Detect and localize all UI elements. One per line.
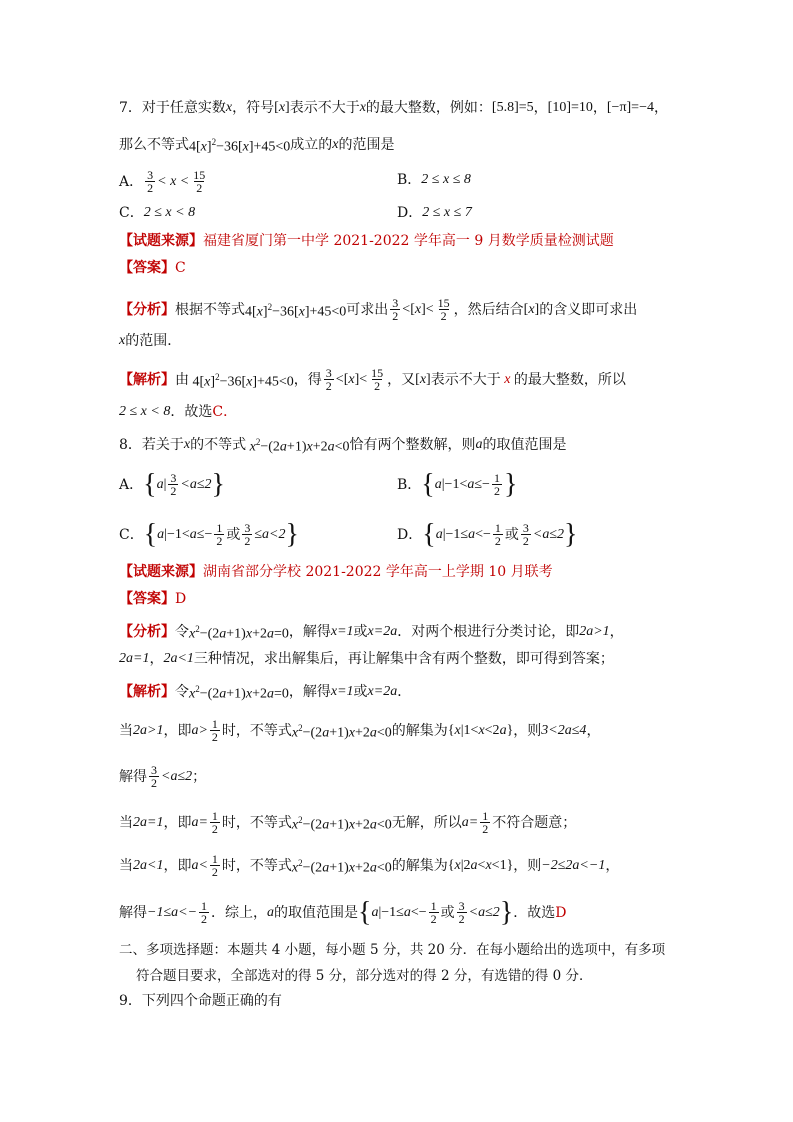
- analysis-math: 2a=1: [119, 651, 150, 666]
- source-text: 湖南省部分学校 2021-2022 学年高一上学期 10 月联考: [203, 564, 553, 580]
- option-value: 2 ≤ x < 8: [143, 205, 196, 220]
- solution-text: 解得: [119, 904, 147, 921]
- solution-text: 令: [175, 683, 189, 700]
- solution-text: ，: [586, 722, 601, 739]
- option-label: B．: [397, 172, 422, 188]
- solution-text: ；: [192, 768, 207, 785]
- q8-analysis-line2: [119, 648, 733, 670]
- q9-text: 下列四个命题正确的有: [141, 993, 282, 1009]
- solution-text: ，解得: [288, 683, 331, 700]
- solution-text: 的解集为: [391, 857, 448, 874]
- analysis-text: ，解得: [288, 623, 331, 640]
- q8-text: 若关于: [141, 436, 184, 453]
- q7-option-c[interactable]: [119, 202, 195, 224]
- solution-text: 的最大整数，所以: [513, 371, 626, 388]
- option-label: B．: [397, 476, 422, 493]
- q7-text: 那么不等式: [119, 136, 189, 153]
- solution-choice: D: [555, 904, 567, 921]
- q8-text: 的取值范围是: [482, 436, 567, 453]
- q8-case1-line2: 解得 $\frac{3}{2}$ <a≤2 ；: [119, 763, 207, 790]
- q7-example-2: [10]=10: [547, 100, 593, 115]
- solution-text: ．故选: [513, 904, 556, 921]
- analysis-text: ，: [609, 623, 624, 640]
- analysis-text: ，然后结合: [453, 301, 524, 318]
- q7-example-3: [−π]=−4: [606, 100, 654, 115]
- solution-text: 当: [119, 722, 133, 739]
- solution-text: 或: [353, 683, 368, 700]
- q8-option-d[interactable]: D． { a |−1≤a<− $\frac{1}{2}$ 或 $\frac{3}{2}$ <a≤2 }: [397, 518, 578, 550]
- analysis-math: 2a<1: [163, 651, 194, 666]
- analysis-tag: 【分析】: [119, 623, 175, 640]
- analysis-text: 或: [353, 623, 368, 640]
- q8-analysis-line1: 【分析】 令 $x^2-(2a+1)x+2a=0$ ，解得 x=1 或 x=2a ．对两个根进行分类讨论，即 2a>1 ，: [119, 618, 733, 646]
- q9-stem: [119, 990, 733, 1012]
- source-tag: 【试题来源】: [119, 564, 203, 580]
- q7-solution-line2: [119, 401, 733, 423]
- solution-math: 2 ≤ x < 8: [119, 404, 171, 419]
- solution-tag: 【解析】: [119, 683, 175, 700]
- answer-value: C: [175, 260, 186, 276]
- solution-text: 时，不等式: [221, 857, 292, 874]
- q8-solution-line1: 【解析】 令 $x^2-(2a+1)x+2a=0$ ，解得 x=1 或 x=2a ．: [119, 678, 733, 706]
- solution-choice: C．: [212, 404, 238, 420]
- q7-text: 成立的: [290, 136, 333, 153]
- analysis-text: ，: [149, 651, 164, 667]
- solution-text: ，即: [163, 722, 192, 739]
- q7-number: 7．: [119, 100, 142, 116]
- option-label: C．: [119, 526, 144, 543]
- q7-text: 表示不大于: [289, 100, 360, 116]
- solution-text: ，得: [293, 371, 322, 388]
- solution-text: 解得: [119, 768, 147, 785]
- q8-answer: [119, 588, 733, 610]
- solution-text: 无解，所以: [391, 814, 462, 831]
- q7-stem-line2: 那么不等式 $4[x]^2-36[x]+45<0$ 成立的 x 的范围是: [119, 131, 733, 159]
- solution-text: ．故选: [170, 404, 213, 420]
- q8-text: 的不等式: [190, 436, 247, 453]
- q7-text: 对于任意实数: [141, 100, 226, 116]
- q8-option-a[interactable]: A． { a | $\frac{3}{2}$ <a≤2 }: [119, 468, 225, 500]
- solution-text: ，: [605, 857, 620, 874]
- solution-text: 时，不等式: [221, 722, 292, 739]
- solution-text: 时，不等式: [221, 814, 292, 831]
- q8-conclusion: 解得 −1≤a<− $\frac{1}{2}$ ．综上， a 的取值范围是 { a |−1≤a<− $\frac{1}{2}$ 或 $\frac{3}{2}$ <a≤2 } ．故选 D: [119, 896, 567, 928]
- analysis-text: 令: [175, 623, 189, 640]
- solution-text: 表示不大于: [430, 371, 501, 388]
- q7-answer: [119, 257, 733, 279]
- analysis-text: 的含义即可求出: [539, 301, 638, 318]
- solution-text: ，又: [387, 371, 416, 388]
- q8-text: 恰有两个整数解，则: [349, 436, 476, 453]
- answer-tag: 【答案】: [119, 260, 175, 276]
- answer-tag: 【答案】: [119, 591, 175, 607]
- analysis-text: 根据不等式: [175, 301, 245, 318]
- q7-analysis-line2: x 的范围．: [119, 330, 733, 352]
- q8-number: 8．: [119, 436, 142, 453]
- q8-source: [119, 561, 733, 583]
- q8-case1-line1: 当 2a>1 ，即 a> $\frac{1}{2}$ 时，不等式 $x^2-(2a+1)x+2a<0$ 的解集为 {x|1<x<2a} ，则 3<2a≤4 ，: [119, 717, 601, 745]
- source-text: 福建省厦门第一中学 2021-2022 学年高一 9 月数学质量检测试题: [203, 233, 614, 249]
- analysis-text: 可求出: [346, 301, 389, 318]
- solution-text: ，则: [513, 722, 542, 739]
- q8-option-c[interactable]: C． { a |−1<a≤− $\frac{1}{2}$ 或 $\frac{3}{2}$ ≤a<2 }: [119, 518, 299, 550]
- option-value: 2 ≤ x ≤ 7: [422, 205, 472, 220]
- solution-text: ，则: [513, 857, 542, 874]
- q7-source: [119, 230, 733, 252]
- analysis-text: 的范围．: [125, 333, 182, 349]
- solution-tag: 【解析】: [119, 371, 175, 388]
- solution-text: 不符合题意；: [492, 814, 577, 831]
- solution-text: 当: [119, 814, 133, 831]
- q7-option-a[interactable]: A． $\frac{3}{2}$ < x < $\frac{15}{2}$: [119, 168, 206, 195]
- solution-text: ，即: [163, 857, 192, 874]
- option-label: C．: [119, 205, 144, 221]
- q7-text: 的范围是: [338, 136, 395, 153]
- solution-text: ，即: [163, 814, 192, 831]
- analysis-text: ．对两个根进行分类讨论，即: [397, 623, 580, 640]
- solution-text: ．: [397, 683, 412, 700]
- analysis-tag: 【分析】: [119, 301, 175, 318]
- solution-text: 的取值范围是: [274, 904, 359, 921]
- or-word: 或: [504, 526, 519, 543]
- section-heading-line1: 二、多项选择题：本题共 4 小题，每小题 5 分，共 20 分．在每小题给出的选项中，有多项: [119, 942, 666, 958]
- source-tag: 【试题来源】: [119, 233, 203, 249]
- solution-text: 的解集为: [391, 722, 448, 739]
- analysis-text: 三种情况，求出解集后，再让解集中含有两个整数，即可得到答案；: [193, 651, 614, 667]
- q8-stem: 8． 若关于 x 的不等式 $x^2-(2a+1)x+2a<0$ 恰有两个整数解，则 a 的取值范围是: [119, 431, 733, 459]
- or-word: 或: [226, 526, 241, 543]
- option-label: A．: [119, 476, 144, 493]
- q8-case3: 当 2a<1 ，即 a< $\frac{1}{2}$ 时，不等式 $x^2-(2a+1)x+2a<0$ 的解集为 {x|2a<x<1} ，则 −2≤2a<−1 ，: [119, 852, 620, 880]
- q7-solution-line1: 【解析】 由 $4[x]^2-36[x]+45<0$ ，得 $\frac{3}{2}$ <[x]< $\frac{15}{2}$ ，又 [x] 表示不大于 x 的最大整数，所以: [119, 366, 626, 394]
- option-label: A．: [119, 173, 144, 190]
- or-word: 或: [440, 904, 455, 921]
- section-heading-line2: 符合题目要求，全部选对的得 5 分，部分选对的得 2 分，有选错的得 0 分．: [136, 968, 593, 984]
- q7-option-b[interactable]: [397, 169, 471, 191]
- q9-number: 9．: [119, 993, 142, 1009]
- q7-analysis-line1: 【分析】 根据不等式 $4[x]^2-36[x]+45<0$ 可求出 $\frac{3}{2}$ <[x]< $\frac{15}{2}$ ，然后结合 [x] 的含义即可求出: [119, 296, 638, 324]
- solution-text: 当: [119, 857, 133, 874]
- q8-case2: 当 2a=1 ，即 a= $\frac{1}{2}$ 时，不等式 $x^2-(2a+1)x+2a<0$ 无解，所以 a= $\frac{1}{2}$ 不符合题意；: [119, 809, 577, 837]
- option-label: D．: [397, 205, 423, 221]
- q7-example-1: [5.8]=5: [491, 100, 534, 115]
- q7-text: ，符号: [232, 100, 275, 116]
- option-value: 2 ≤ x ≤ 8: [421, 172, 471, 187]
- solution-text: 由: [175, 371, 189, 388]
- q8-option-b[interactable]: B． { a |−1<a≤− $\frac{1}{2}$ }: [397, 468, 518, 500]
- q7-text: 的最大整数，例如：: [365, 100, 492, 116]
- q7-option-d[interactable]: [397, 202, 472, 224]
- q7-stem-line1: 7． 对于任意实数 x ，符号 [x] 表示不大于 x 的最大整数，例如： [5.8]=5 ， [10]=10 ， [−π]=−4 ，: [119, 97, 733, 119]
- option-label: D．: [397, 526, 423, 543]
- solution-text: ．综上，: [211, 904, 268, 921]
- answer-value: D: [175, 591, 187, 607]
